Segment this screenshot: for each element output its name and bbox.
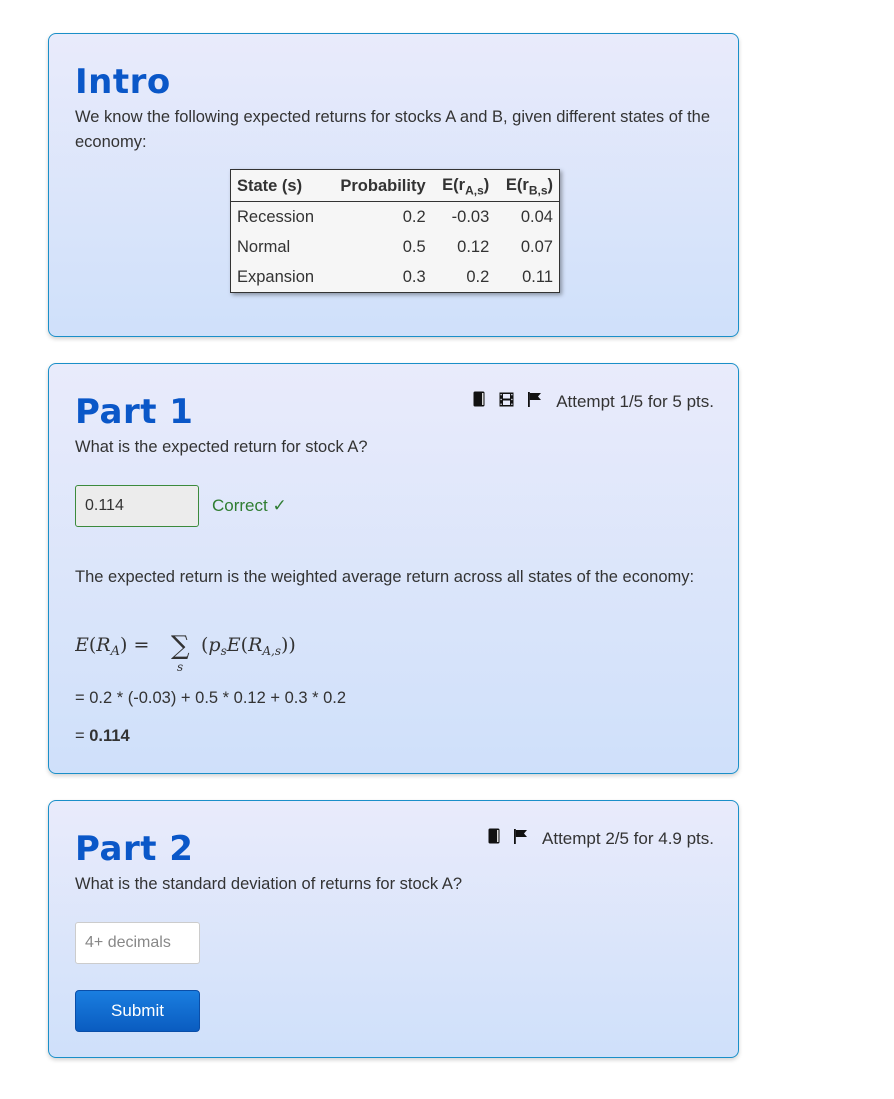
table-row — [231, 232, 560, 262]
svg-text:(psE(RA,s)): $(p_sE(R_{A,s}))$ — [201, 634, 296, 658]
cell-return-a: 0.12 — [457, 238, 490, 257]
submit-button[interactable]: Submit — [75, 990, 200, 1032]
flag-icon[interactable] — [514, 829, 528, 849]
part1-result-value: 0.114 — [89, 727, 130, 745]
intro-card — [48, 33, 739, 337]
part1-feedback: Correct ✓ — [212, 496, 287, 515]
cell-return-b: 0.04 — [495, 202, 559, 233]
part1-title: Part 1 — [75, 392, 194, 432]
col-state: State (s) — [231, 170, 327, 202]
intro-text: We know the following expected returns for stocks A and B, given different states of the economy: — [75, 108, 711, 151]
part2-attempt: Attempt 2/5 for 4.9 pts. — [542, 828, 714, 848]
col-return-a: $E(r_{A,s})$ — [432, 170, 496, 202]
part2-question: What is the standard deviation of returns for stock A? — [75, 875, 463, 893]
table-row — [231, 202, 560, 233]
part1-result: = 0.114 — [75, 727, 130, 745]
intro-title: Intro — [75, 62, 171, 102]
cell-probability: 0.2 — [327, 202, 432, 233]
expected-return-formula — [75, 626, 335, 676]
book-icon[interactable] — [488, 828, 500, 849]
returns-table — [230, 169, 560, 293]
table-header-row — [231, 170, 560, 202]
svg-text:E(RA) =: $E(R_A)$ = — [75, 634, 150, 659]
part1-question: What is the expected return for stock A? — [75, 438, 368, 456]
part1-meta — [473, 391, 714, 412]
part1-attempt: Attempt 1/5 for 5 pts. — [556, 391, 714, 411]
svg-text:∑: ∑ — [171, 631, 190, 661]
cell-probability: 0.3 — [327, 262, 432, 293]
part2-title: Part 2 — [75, 829, 194, 869]
cell-return-b: 0.11 — [495, 262, 559, 293]
part1-answer-input[interactable] — [75, 485, 199, 527]
flag-icon[interactable] — [528, 392, 542, 412]
part1-calc-line: = 0.2 * (-0.03) + 0.5 * 0.12 + 0.3 * 0.2 — [75, 689, 347, 707]
cell-state: Expansion — [231, 262, 327, 293]
cell-return-a: -0.03 — [432, 202, 496, 233]
part2-meta — [488, 828, 714, 849]
col-return-b: $E(r_{B,s})$ — [495, 170, 559, 202]
svg-text:s: s — [177, 660, 184, 674]
part1-explanation: The expected return is the weighted average return across all states of the economy: — [75, 568, 695, 586]
film-icon[interactable] — [499, 392, 514, 412]
cell-state: Recession — [231, 202, 327, 233]
part2-card — [48, 800, 739, 1058]
cell-probability: 0.5 — [402, 238, 426, 257]
cell-return-a: 0.2 — [432, 262, 496, 293]
part1-card — [48, 363, 739, 774]
cell-state: Normal — [237, 238, 291, 257]
book-icon[interactable] — [473, 391, 485, 412]
table-row — [231, 262, 560, 293]
cell-return-b: 0.07 — [520, 238, 553, 257]
part2-answer-input[interactable] — [75, 922, 200, 964]
col-probability: Probability — [327, 170, 432, 202]
